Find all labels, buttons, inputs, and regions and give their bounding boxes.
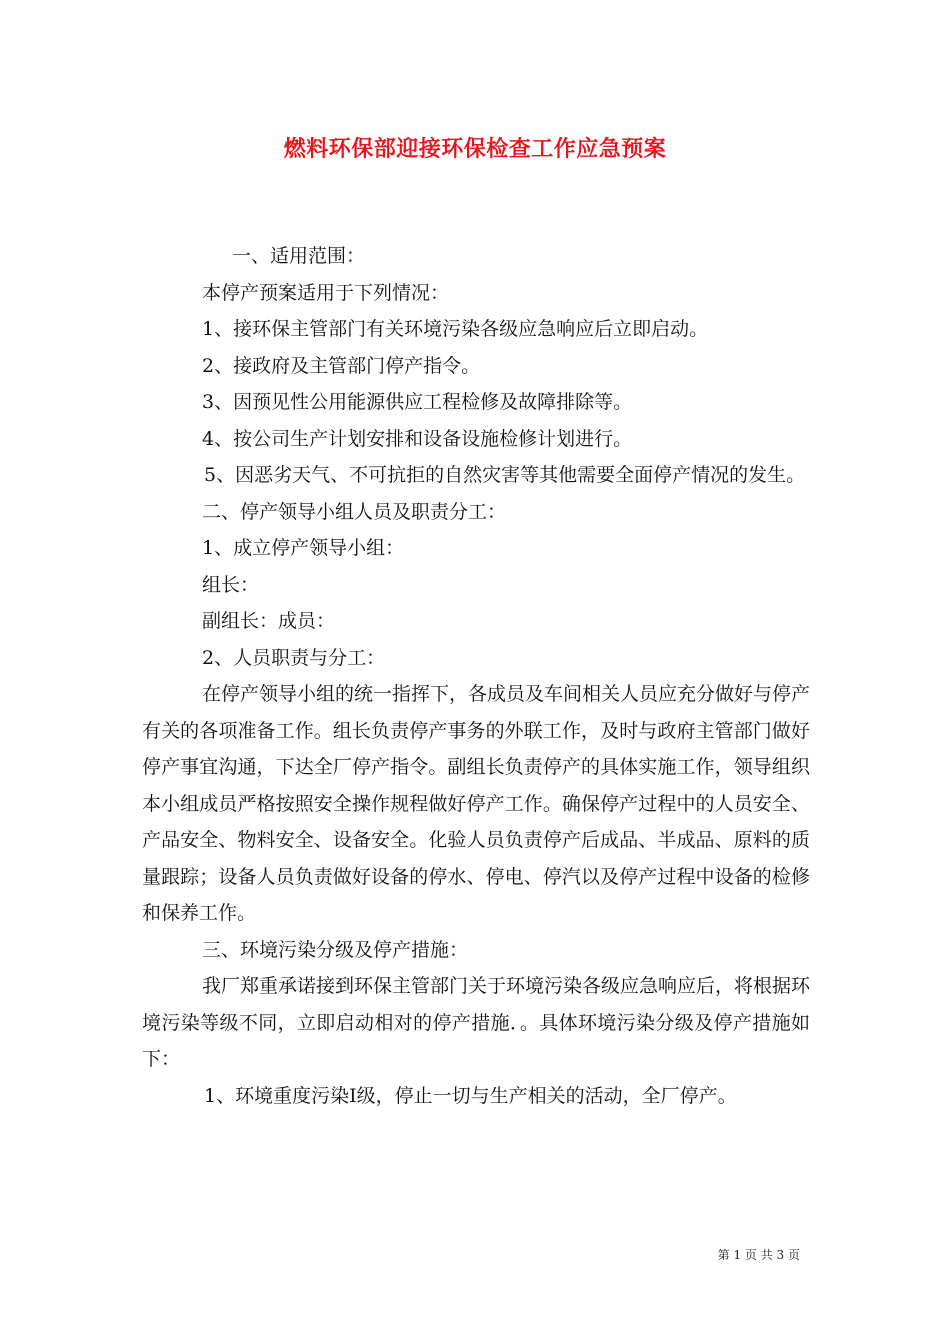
- list-item-scope-5: 5、因恶劣天气、不可抗拒的自然灾害等其他需要全面停产情况的发生。: [204, 464, 806, 486]
- section-heading-pollution: 三、环境污染分级及停产措施：: [202, 938, 469, 961]
- section-heading-team: 二、停产领导小组人员及职责分工：: [202, 500, 507, 523]
- document-title: 燃料环保部迎接环保检查工作应急预案: [283, 136, 667, 162]
- paragraph-commitment: 我厂郑重承诺接到环保主管部门关于环境污染各级应急响应后，将根据环境污染等级不同，立即启动相对的停产措施．。具体环境污染分级及停产措施如下：: [142, 975, 811, 1070]
- list-item-scope-4: 4、按公司生产计划安排和设备设施检修计划进行。: [202, 427, 633, 450]
- section-heading-scope: 一、适用范围：: [232, 245, 366, 267]
- list-item-scope-3: 3、因预见性公用能源供应工程检修及故障排除等。: [202, 391, 633, 413]
- team-leader-line: 组长：: [202, 573, 260, 596]
- list-item-team-2: 2、人员职责与分工：: [202, 646, 386, 669]
- team-deputy-line: 副组长：成员：: [202, 610, 336, 632]
- page-number: 第 1 页 共 3 页: [717, 1248, 800, 1262]
- list-item-pollution-1: 1、环境重度污染Ⅰ级，停止一切与生产相关的活动，全厂停产。: [204, 1084, 737, 1107]
- document-body: [142, 238, 810, 1114]
- paragraph-scope-intro: 本停产预案适用于下列情况：: [202, 281, 450, 304]
- list-item-scope-2: 2、接政府及主管部门停产指令。: [202, 354, 481, 377]
- paragraph-duties: 在停产领导小组的统一指挥下，各成员及车间相关人员应充分做好与停产有关的各项准备工作。组长负责停产事务的外联工作，及时与政府主管部门做好停产事宜沟通，下达全厂停产指令。副组长负责停产的具体实施工作，领导组织本小组成员严格按照安全操作规程做好停产工作。确保停产过程中的人员安全、产品安全、物料安全、设备安全。化验人员负责停产后成品、半成品、原料的质量跟踪；设备人员负责做好设备的停水、停电、停汽以及停产过程中设备的检修和保养工作。: [142, 683, 811, 924]
- list-item-scope-1: 1、接环保主管部门有关环境污染各级应急响应后立即启动。: [202, 318, 709, 340]
- list-item-team-1: 1、成立停产领导小组：: [202, 537, 405, 559]
